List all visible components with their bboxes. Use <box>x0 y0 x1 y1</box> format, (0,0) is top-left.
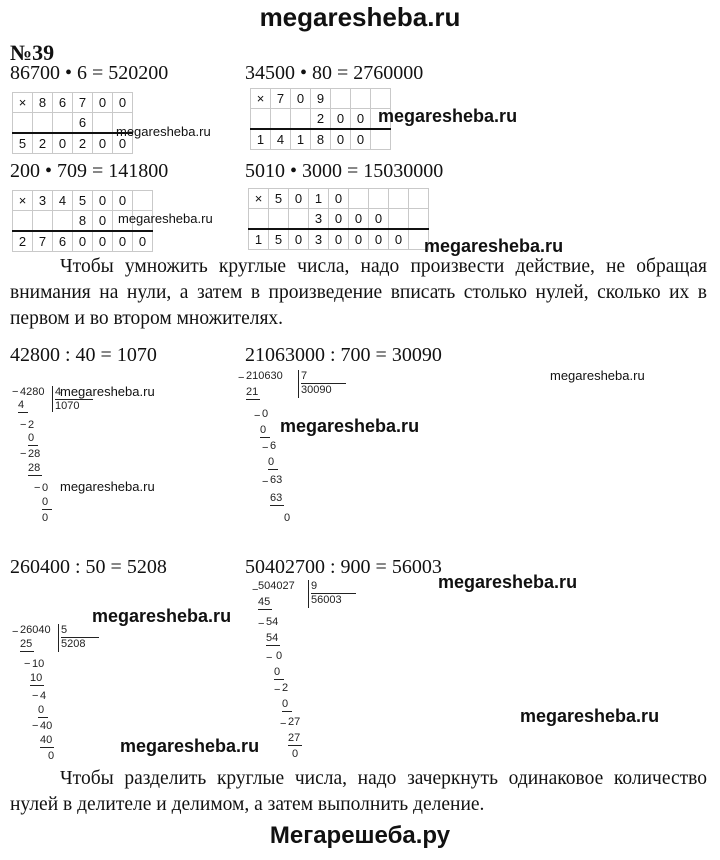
grid-cell <box>133 191 153 211</box>
grid-cell: 3 <box>33 191 53 211</box>
grid-cell: 1 <box>309 189 329 209</box>
grid-cell: 0 <box>349 229 369 250</box>
grid-cell: 8 <box>33 93 53 113</box>
grid-cell: 6 <box>53 231 73 252</box>
grid-cell <box>251 109 271 130</box>
mult-grid-1 <box>12 92 133 154</box>
grid-cell <box>33 211 53 232</box>
mult-equation-2: 34500 • 80 = 2760000 <box>245 62 424 84</box>
grid-cell: 0 <box>331 129 351 150</box>
grid-cell: 6 <box>73 113 93 134</box>
grid-cell: × <box>251 89 271 109</box>
mult-grid-4 <box>248 188 429 250</box>
grid-cell: 0 <box>289 229 309 250</box>
grid-cell <box>369 189 389 209</box>
watermark: megaresheba.ru <box>118 211 213 226</box>
grid-cell: 6 <box>53 93 73 113</box>
grid-cell: 0 <box>53 133 73 154</box>
grid-cell: 3 <box>309 229 329 250</box>
grid-cell: 2 <box>311 109 331 130</box>
grid-cell: 0 <box>113 231 133 252</box>
grid-cell: 0 <box>113 93 133 113</box>
grid-cell: 9 <box>311 89 331 109</box>
grid-cell: 7 <box>73 93 93 113</box>
grid-cell: 0 <box>331 109 351 130</box>
grid-cell: 0 <box>113 191 133 211</box>
grid-cell <box>389 189 409 209</box>
grid-cell: 0 <box>369 209 389 230</box>
grid-cell: 8 <box>73 211 93 232</box>
problem-number: №39 <box>10 40 55 65</box>
grid-cell: 7 <box>271 89 291 109</box>
watermark: megaresheba.ru <box>438 572 578 592</box>
grid-cell: 0 <box>93 133 113 154</box>
grid-cell: 0 <box>113 133 133 154</box>
watermark: megaresheba.ru <box>60 479 155 494</box>
grid-cell: 1 <box>291 129 311 150</box>
grid-cell: 0 <box>93 191 113 211</box>
watermark: megaresheba.ru <box>92 606 232 626</box>
grid-cell: 0 <box>289 189 309 209</box>
grid-cell: 4 <box>271 129 291 150</box>
site-footer: Мегарешеба.ру <box>269 822 451 849</box>
grid-cell <box>53 113 73 134</box>
mult-grid-2 <box>250 88 391 150</box>
grid-cell: 0 <box>93 93 113 113</box>
grid-cell: 0 <box>93 231 113 252</box>
grid-cell <box>271 109 291 130</box>
grid-cell <box>53 211 73 232</box>
grid-cell: × <box>13 93 33 113</box>
grid-cell <box>371 129 391 150</box>
grid-cell: 1 <box>249 229 269 250</box>
grid-cell <box>331 89 351 109</box>
grid-cell <box>349 189 369 209</box>
rule-multiply: Чтобы умножить круглые числа, надо произвести действие, не обращая внимания на нули, а затем в произведение вписать столько нулей, сколько их в первом и во втором множителях. <box>10 256 707 329</box>
div-equation-4: 50402700 : 900 = 56003 <box>245 556 442 578</box>
mult-equation-1: 86700 • 6 = 520200 <box>10 62 169 84</box>
grid-cell: 5 <box>13 133 33 154</box>
watermark: megaresheba.ru <box>520 706 660 726</box>
grid-cell: 5 <box>269 229 289 250</box>
div-equation-3: 260400 : 50 = 5208 <box>10 556 167 578</box>
grid-cell <box>249 209 269 230</box>
grid-cell: 0 <box>133 231 153 252</box>
grid-cell <box>291 109 311 130</box>
grid-cell: 5 <box>269 189 289 209</box>
grid-cell: 0 <box>369 229 389 250</box>
rule-divide: Чтобы разделить круглые числа, надо зачеркнуть одинаковое количество нулей в делителе и делимом, а затем выполнить деление. <box>10 768 707 815</box>
grid-cell <box>13 211 33 232</box>
site-header: megaresheba.ru <box>259 2 461 32</box>
grid-cell: 5 <box>73 191 93 211</box>
grid-cell: 2 <box>13 231 33 252</box>
grid-cell: × <box>13 191 33 211</box>
watermark: megaresheba.ru <box>280 416 420 436</box>
grid-cell: 0 <box>329 189 349 209</box>
watermark: megaresheba.ru <box>424 236 564 256</box>
grid-cell: 0 <box>349 209 369 230</box>
watermark: megaresheba.ru <box>116 124 211 139</box>
grid-cell: 0 <box>73 231 93 252</box>
grid-cell <box>33 113 53 134</box>
grid-cell <box>351 89 371 109</box>
watermark: megaresheba.ru <box>120 736 260 756</box>
grid-cell: 7 <box>33 231 53 252</box>
grid-cell: 2 <box>33 133 53 154</box>
grid-cell <box>269 209 289 230</box>
grid-cell: 0 <box>351 109 371 130</box>
grid-cell <box>409 209 429 230</box>
grid-cell <box>389 209 409 230</box>
grid-cell: 2 <box>73 133 93 154</box>
grid-cell: 8 <box>311 129 331 150</box>
grid-cell: 3 <box>309 209 329 230</box>
grid-cell: 0 <box>329 229 349 250</box>
mult-equation-4: 5010 • 3000 = 15030000 <box>245 160 444 182</box>
div-equation-1: 42800 : 40 = 1070 <box>10 344 157 366</box>
watermark: megaresheba.ru <box>378 106 518 126</box>
grid-cell: 0 <box>389 229 409 250</box>
grid-cell: 0 <box>351 129 371 150</box>
grid-cell <box>289 209 309 230</box>
grid-cell: 1 <box>251 129 271 150</box>
grid-cell: 4 <box>53 191 73 211</box>
grid-cell: 0 <box>291 89 311 109</box>
grid-cell <box>13 113 33 134</box>
grid-cell <box>409 189 429 209</box>
grid-cell: 0 <box>329 209 349 230</box>
grid-cell: 0 <box>93 211 113 232</box>
grid-cell: × <box>249 189 269 209</box>
watermark: megaresheba.ru <box>550 368 645 383</box>
mult-equation-3: 200 • 709 = 141800 <box>10 160 169 182</box>
grid-cell <box>93 113 113 134</box>
watermark: megaresheba.ru <box>60 384 155 399</box>
div-equation-2: 21063000 : 700 = 30090 <box>245 344 442 366</box>
